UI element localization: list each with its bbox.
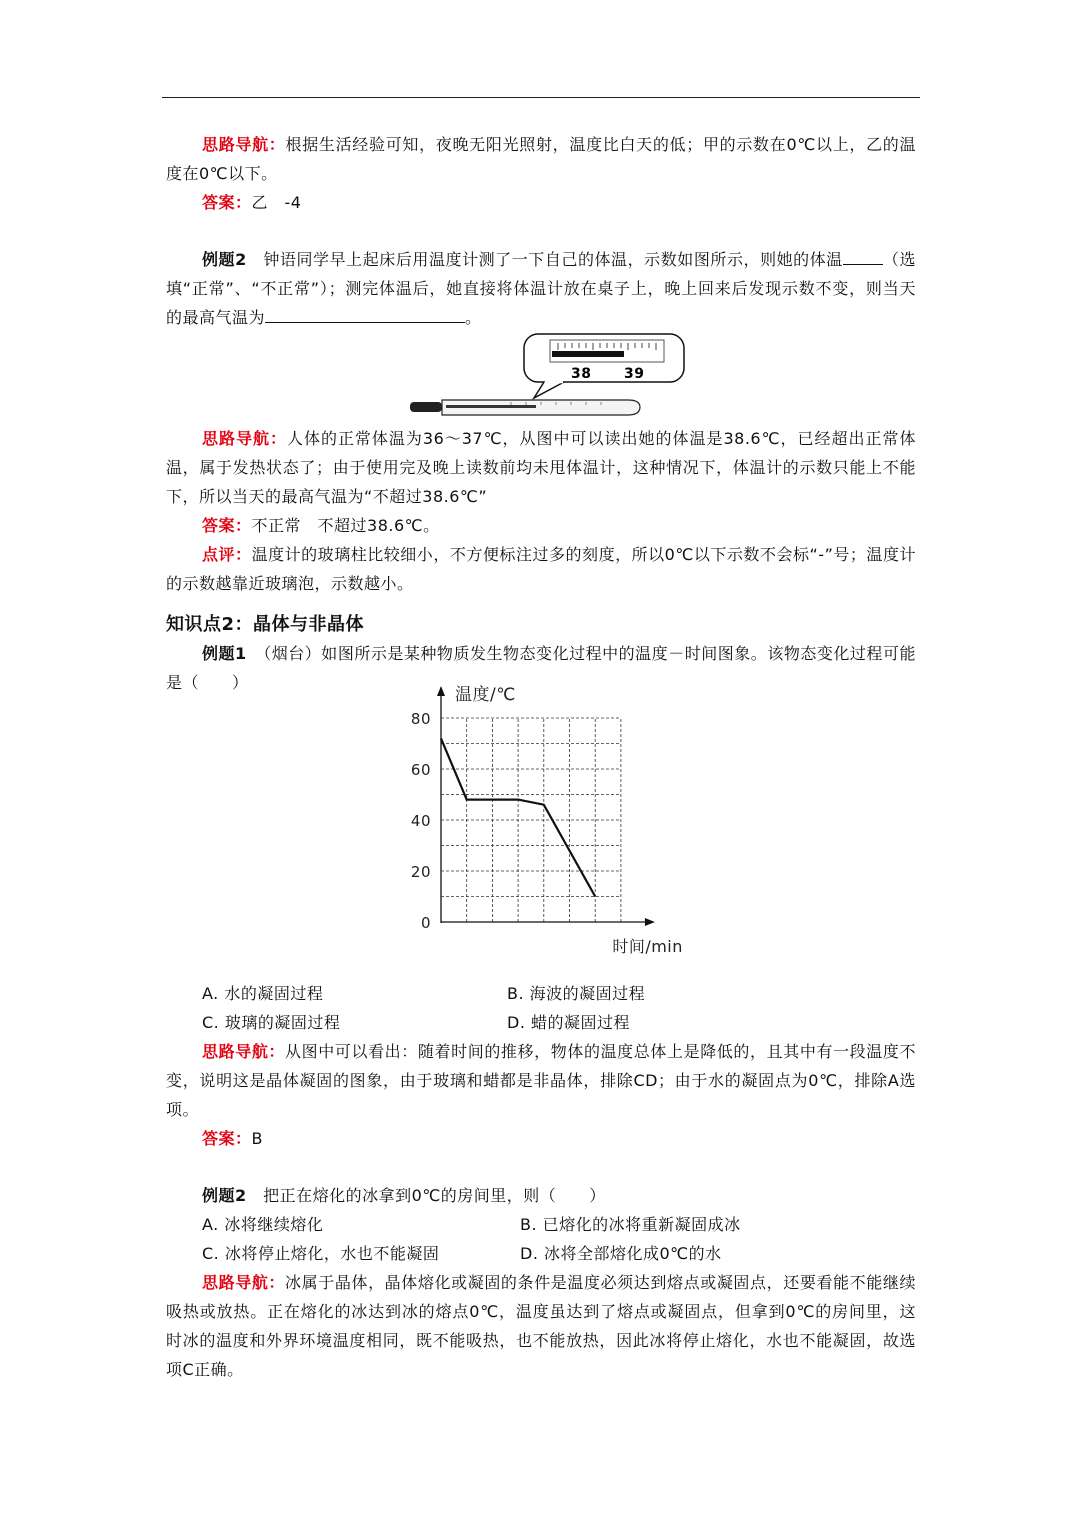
option-d: D. 冰将全部熔化成0℃的水 [520, 1244, 722, 1263]
answer-text: 不正常 不超过38.6℃。 [251, 516, 440, 535]
thermo-label-38: 38 [571, 366, 592, 382]
y-tick-label: 60 [410, 761, 431, 779]
series-line [441, 738, 595, 896]
x-axis-arrow [645, 918, 655, 926]
chart-svg [166, 685, 916, 979]
option-b: B. 已熔化的冰将重新凝固成冰 [520, 1215, 741, 1234]
k2ex1-answer [166, 1124, 916, 1153]
y-tick-label: 20 [410, 863, 431, 881]
answer-blank [843, 246, 883, 265]
thermometer-figure [166, 332, 916, 424]
option-d: D. 蜡的凝固过程 [507, 1013, 630, 1032]
k2ex2-analysis [166, 1268, 916, 1384]
question-text: 把正在熔化的冰拿到0℃的房间里，则（ ） [263, 1186, 606, 1205]
temperature-time-chart [166, 685, 916, 979]
document-body [166, 130, 916, 1384]
answer-label: 答案： [202, 516, 252, 535]
answer-label: 答案： [202, 193, 252, 212]
answer-text: 乙 -4 [251, 193, 302, 212]
analysis-label: 思路导航： [202, 1042, 286, 1061]
analysis-text: 人体的正常体温为36～37℃，从图中可以读出她的体温是38.6℃，已经超出正常体温，属于发热状态了；由于使用完及晚上读数前均未甩体温计，这种情况下，体温计的示数只能上不能下，所以当天的最高气温为“不超过38.6℃” [166, 429, 916, 506]
ex2-comment [166, 540, 916, 598]
question-text: 钟语同学早上起床后用温度计测了一下自己的体温，示数如图所示，则她的体温 [263, 250, 843, 269]
comment-label: 点评： [202, 545, 252, 564]
options-row [166, 1210, 916, 1239]
example-label: 例题2 [202, 1186, 247, 1205]
thermometer-illustration [166, 332, 916, 424]
k2ex1-question [166, 639, 916, 697]
ex2-analysis [166, 424, 916, 511]
option-a: A. 冰将继续熔化 [202, 1215, 324, 1234]
analysis-label: 思路导航： [202, 429, 287, 448]
question-text: （烟台）如图所示是某种物质发生物态变化过程中的温度－时间图象。该物态变化过程可能是（ ） [166, 644, 916, 692]
option-a: A. 水的凝固过程 [202, 984, 324, 1003]
comment-text: 温度计的玻璃柱比较细小，不方便标注过多的刻度，所以0℃以下示数不会标“-”号；温度计的示数越靠近玻璃泡，示数越小。 [166, 545, 916, 593]
y-axis-label: 温度/℃ [455, 685, 516, 705]
answer-label: 答案： [202, 1129, 252, 1148]
option-c: C. 冰将停止熔化，水也不能凝固 [202, 1244, 440, 1263]
ex2-answer [166, 511, 916, 540]
question-text: （选填“正常”、“不正常”）；测完体温后，她直接将体温计放在桌子上，晚上回来后发现示数不变，则当天的最高气温为 [166, 250, 916, 327]
answer-text: B [251, 1129, 263, 1148]
k2ex2-question [166, 1181, 916, 1210]
thermo-label-39: 39 [624, 366, 645, 382]
p1-analysis [166, 130, 916, 188]
y-tick-label: 40 [410, 812, 431, 830]
analysis-label: 思路导航： [202, 135, 286, 154]
ex2-question [166, 245, 916, 332]
y-tick-label: 80 [410, 710, 431, 728]
options-row [166, 1008, 916, 1037]
section-heading: 知识点2：晶体与非晶体 [166, 614, 365, 635]
y-tick-label: 0 [420, 914, 431, 932]
x-axis-label: 时间/min [612, 937, 683, 956]
analysis-text: 从图中可以看出：随着时间的推移，物体的温度总体上是降低的，且其中有一段温度不变，说明这是晶体凝固的图象，由于玻璃和蜡都是非晶体，排除CD；由于水的凝固点为0℃，排除A选项。 [166, 1042, 916, 1119]
example-label: 例题1 [202, 644, 247, 663]
options-row [166, 979, 916, 1008]
analysis-text: 根据生活经验可知，夜晚无阳光照射，温度比白天的低；甲的示数在0℃以上，乙的温度在0℃以下。 [166, 135, 916, 183]
option-b: B. 海波的凝固过程 [507, 984, 646, 1003]
p1-answer [166, 188, 916, 217]
answer-blank [265, 304, 465, 323]
header-rule [162, 97, 920, 98]
k2ex1-analysis [166, 1037, 916, 1124]
example-label: 例题2 [202, 250, 247, 269]
question-end: 。 [465, 308, 482, 327]
analysis-label: 思路导航： [202, 1273, 286, 1292]
analysis-text: 冰属于晶体，晶体熔化或凝固的条件是温度必须达到熔点或凝固点，还要看能不能继续吸热或放热。正在熔化的冰达到冰的熔点0℃，温度虽达到了熔点或凝固点，但拿到0℃的房间里，这时冰的温度和外界环境温度相同，既不能吸热，也不能放热，因此冰将停止熔化，水也不能凝固，故选项C正确。 [166, 1273, 916, 1379]
option-c: C. 玻璃的凝固过程 [202, 1013, 341, 1032]
options-row [166, 1239, 916, 1268]
